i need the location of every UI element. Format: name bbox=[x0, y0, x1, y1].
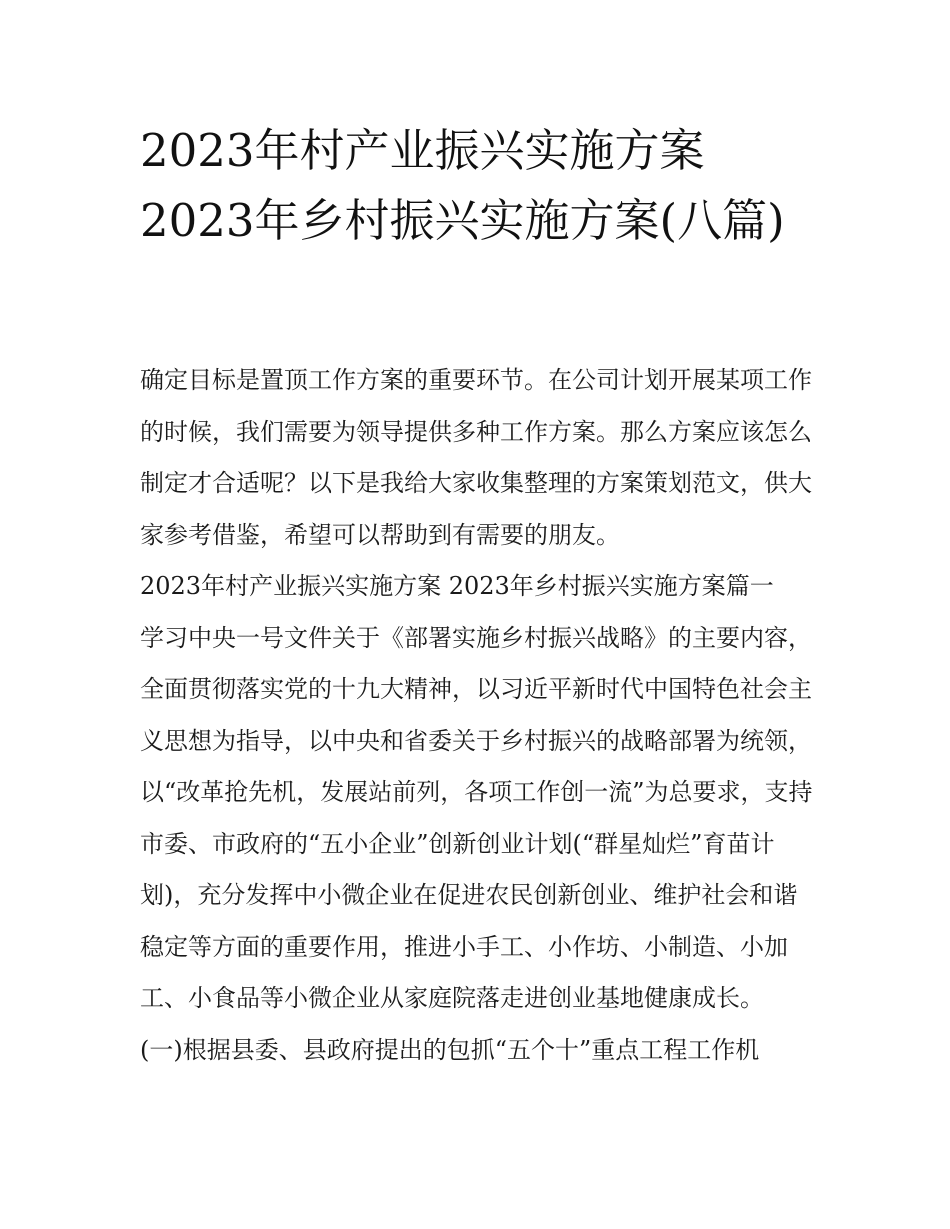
intro-paragraph: 确定目标是置顶工作方案的重要环节。在公司计划开展某项工作的时候，我们需要为领导提供多种工作方案。那么方案应该怎么制定才合适呢？以下是我给大家收集整理的方案策划范文，供大家参考借鉴，希望可以帮助到有需要的朋友。 bbox=[140, 366, 812, 549]
document-title bbox=[140, 116, 820, 256]
list-item-paragraph: (一)根据县委、县政府提出的包抓“五个十”重点工程工作机 bbox=[140, 1035, 760, 1064]
body-paragraph: 学习中央一号文件关于《部署实施乡村振兴战略》的主要内容，全面贯彻落实党的十九大精神，以习近平新时代中国特色社会主义思想为指导，以中央和省委关于乡村振兴的战略部署为统领，以“改革抢先机，发展站前列，各项工作创一流”为总要求，支持市委、市政府的“五小企业”创新创业计划(“群星灿烂”育苗计划)，充分发挥中小微企业在促进农民创新创业、维护社会和谐稳定等方面的重要作用，推进小手工、小作坊、小制造、小加工、小食品等小微企业从家庭院落走进创业基地健康成长。 bbox=[140, 623, 813, 1012]
section-heading: 2023年村产业振兴实施方案 2023年乡村振兴实施方案篇一 bbox=[140, 572, 774, 600]
title-line-2: 2023年乡村振兴实施方案(八篇) bbox=[140, 194, 785, 247]
document-body bbox=[140, 355, 820, 1076]
title-line-1: 2023年村产业振兴实施方案 bbox=[140, 124, 705, 177]
